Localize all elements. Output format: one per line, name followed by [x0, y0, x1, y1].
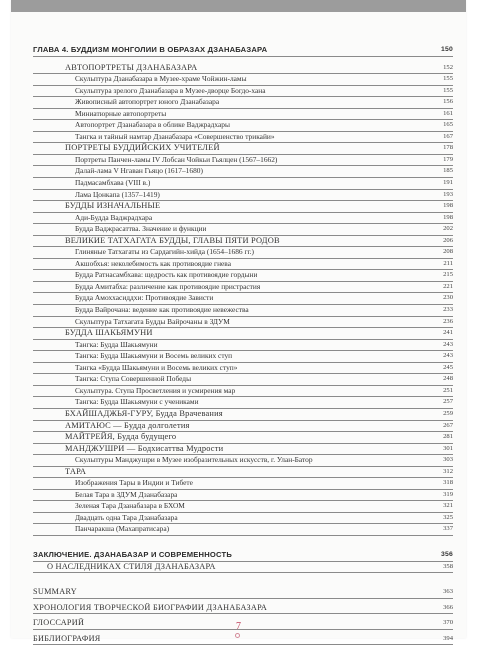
toc-section-entry[interactable]	[33, 444, 453, 456]
toc-entry-page: 198	[443, 213, 453, 221]
toc-entry-title: Изображения Тары в Индии и Тибете	[75, 478, 193, 488]
toc-entry-page: 321	[443, 502, 453, 510]
toc-entry-page: 301	[443, 444, 453, 452]
toc-entry-title: Скульптура. Ступа Просветления и усмирения мар	[75, 385, 236, 395]
toc-entry-title: Автопортрет Дзанабазара в облике Ваджрадхары	[75, 120, 230, 130]
book-page	[11, 0, 466, 643]
toc-entry-title: Будда Ваджрасаттва. Значение и функции	[75, 224, 207, 234]
toc-entry-page: 202	[443, 225, 453, 233]
toc-entry-title: Ади-Будда Ваджрадхара	[75, 212, 153, 222]
toc-subentry[interactable]	[33, 224, 453, 236]
toc-entry-page: 191	[443, 179, 453, 187]
toc-subentry[interactable]	[33, 386, 453, 398]
toc-subentry[interactable]	[33, 282, 453, 294]
toc-subentry[interactable]	[33, 97, 453, 109]
toc-subentry[interactable]	[33, 340, 453, 352]
toc-section-entry[interactable]	[33, 421, 453, 433]
toc-entry-page: 319	[443, 490, 453, 498]
toc-entry-page: 178	[443, 144, 453, 152]
toc-entry-page: 318	[443, 479, 453, 487]
toc-entry-title: SUMMARY	[33, 587, 77, 597]
toc-subentry[interactable]	[33, 120, 453, 132]
chapter-heading[interactable]	[33, 45, 453, 57]
toc-entry-page: 152	[443, 63, 453, 71]
toc-entry-page: 243	[443, 340, 453, 348]
toc-entry-page: 193	[443, 190, 453, 198]
toc-subentry[interactable]	[33, 86, 453, 98]
toc-section-entry[interactable]	[33, 201, 453, 213]
toc-entry-title: Будда Вайрочана: ведение как противоядие невежества	[75, 305, 249, 315]
toc-entry-title: Падмасамбхава (VIII в.)	[75, 178, 151, 188]
toc-entry-title: Глиняные Татхагаты из Сардагийн-хийда (1654–1686 гг.)	[75, 247, 254, 257]
toc-subentry[interactable]	[33, 397, 453, 409]
toc-entry-page: 155	[443, 86, 453, 94]
toc-entry-page: 156	[443, 98, 453, 106]
toc-entry-title: МАНДЖУШРИ — Бодхисаттва Мудрости	[65, 443, 224, 453]
toc-entry-title: Тангка: Будда Шакьямуни	[75, 339, 158, 349]
toc-entry-page: 366	[443, 603, 453, 611]
toc-entry-page: 245	[443, 363, 453, 371]
toc-entry-page: 221	[443, 282, 453, 290]
toc-entry-page: 325	[443, 513, 453, 521]
toc-entry-page: 161	[443, 109, 453, 117]
conclusion-page: 356	[441, 550, 453, 558]
toc-subentry[interactable]	[33, 351, 453, 363]
toc-entry-title: ХРОНОЛОГИЯ ТВОРЧЕСКОЙ БИОГРАФИИ ДЗАНАБАЗАРА	[33, 602, 268, 612]
conclusion-sub-title: О НАСЛЕДНИКАХ СТИЛЯ ДЗАНАБАЗАРА	[47, 561, 216, 571]
conclusion-subentry[interactable]	[33, 562, 453, 574]
toc-entry-title: БУДДА ШАКЬЯМУНИ	[65, 328, 153, 338]
toc-subentry[interactable]	[33, 317, 453, 329]
toc-subentry[interactable]	[33, 478, 453, 490]
toc-entry-title: БХАЙШАДЖЬЯ-ГУРУ, Будда Врачевания	[65, 408, 223, 418]
toc-entry-title: Тангка «Будда Шакьямуни и Восемь великих ступ»	[75, 362, 238, 372]
toc-entry-title: Тангка: Ступа Совершенной Победы	[75, 374, 192, 384]
toc-subentry[interactable]	[33, 363, 453, 375]
toc-entry-title: Скульптуры Манджушри в Музее изобразительных искусств, г. Улан-Батор	[75, 455, 313, 465]
toc-subentry[interactable]	[33, 455, 453, 467]
toc-entry-page: 155	[443, 75, 453, 83]
conclusion-heading[interactable]	[33, 550, 453, 562]
toc-entry-page: 257	[443, 398, 453, 406]
toc-subentry[interactable]	[33, 524, 453, 536]
toc-section-entry[interactable]	[33, 236, 453, 248]
toc-entry-page: 248	[443, 375, 453, 383]
toc-entry-title: ПОРТРЕТЫ БУДДИЙСКИХ УЧИТЕЛЕЙ	[65, 143, 220, 153]
toc-section-entry[interactable]	[33, 467, 453, 479]
toc-entry-title: Скульптура Татхагата Будды Вайрочаны в ЗДУМ	[75, 316, 230, 326]
toc-back-matter-entry[interactable]	[33, 634, 453, 646]
toc-entry-title: БУДДЫ ИЗНАЧАЛЬНЫЕ	[65, 201, 161, 211]
back-matter	[33, 587, 453, 645]
toc-entry-page: 312	[443, 467, 453, 475]
toc-entry-title: АМИТАЮС — Будда долголетия	[65, 420, 190, 430]
toc-entry-title: ГЛОССАРИЙ	[33, 618, 85, 628]
toc-entry-title: Скульптура зрелого Дзанабазара в Музее-дворце Богдо-хана	[75, 85, 266, 95]
toc-entry-page: 167	[443, 132, 453, 140]
table-of-contents	[33, 45, 453, 645]
toc-entry-title: Акшобхья: неколебимость как противоядие гнева	[75, 258, 231, 268]
toc-entry-page: 303	[443, 456, 453, 464]
toc-entry-title: Портреты Панчен-ламы IV Лобсан Чойкьи Гьялцен (1567–1662)	[75, 154, 278, 164]
chapter-title: ГЛАВА 4. БУДДИЗМ МОНГОЛИИ В ОБРАЗАХ ДЗАНАБАЗАРА	[33, 45, 268, 54]
toc-section-entry[interactable]	[33, 432, 453, 444]
toc-entry-page: 394	[443, 634, 453, 642]
toc-subentry[interactable]	[33, 247, 453, 259]
toc-entry-title: Панчаракша (Махапратисара)	[75, 524, 170, 534]
toc-entry-page: 179	[443, 155, 453, 163]
toc-section-entry[interactable]	[33, 143, 453, 155]
toc-subentry[interactable]	[33, 109, 453, 121]
toc-entry-title: Живописный автопортрет юного Дзанабазара	[75, 97, 220, 107]
toc-entry-title: БИБЛИОГРАФИЯ	[33, 633, 101, 643]
toc-entry-title: ВЕЛИКИЕ ТАТХАГАТА БУДДЫ, ГЛАВЫ ПЯТИ РОДОВ	[65, 235, 280, 245]
toc-subentry[interactable]	[33, 501, 453, 513]
toc-entry-title: АВТОПОРТРЕТЫ ДЗАНАБАЗАРА	[65, 62, 198, 72]
toc-entry-title: Будда Ратнасамбхава: щедрость как противоядие гордыни	[75, 270, 258, 280]
toc-entry-page: 251	[443, 386, 453, 394]
toc-entry-title: Лама Цонкапа (1357–1419)	[75, 189, 160, 199]
toc-entry-title: МАЙТРЕЙЯ, Будда будущего	[65, 432, 177, 442]
toc-entry-page: 370	[443, 619, 453, 627]
toc-entry-page: 198	[443, 202, 453, 210]
toc-entry-title: Будда Амитабха: различение как противоядие пристрастия	[75, 281, 261, 291]
ornament-icon	[235, 633, 240, 638]
toc-entry-title: Далай-лама V Нгаван Гьяцо (1617–1680)	[75, 166, 203, 176]
toc-section-entry[interactable]	[33, 328, 453, 340]
chapter-page: 150	[441, 46, 453, 53]
toc-subentry[interactable]	[33, 490, 453, 502]
toc-entry-page: 211	[443, 259, 453, 267]
toc-entry-page: 215	[443, 271, 453, 279]
toc-back-matter-entry[interactable]	[33, 603, 453, 615]
toc-entry-page: 185	[443, 167, 453, 175]
toc-subentry[interactable]	[33, 513, 453, 525]
toc-back-matter-entry[interactable]	[33, 587, 453, 599]
toc-section-entry[interactable]	[33, 63, 453, 75]
toc-subentry[interactable]	[33, 166, 453, 178]
toc-entry-page: 206	[443, 236, 453, 244]
toc-entry-page: 241	[443, 329, 453, 337]
toc-entry-page: 281	[443, 433, 453, 441]
toc-entry-title: Миниатюрные автопортреты	[75, 108, 167, 118]
toc-entry-title: Зеленая Тара Дзанабазара в БХОМ	[75, 501, 185, 511]
toc-subentry[interactable]	[33, 270, 453, 282]
toc-entry-page: 230	[443, 294, 453, 302]
toc-entry-page: 267	[443, 421, 453, 429]
toc-entry-title: Тангка: Будда Шакьямуни и Восемь великих ступ	[75, 351, 233, 361]
toc-subentry[interactable]	[33, 74, 453, 86]
toc-entry-title: Тангка: Будда Шакьямуни с учениками	[75, 397, 199, 407]
toc-subentry[interactable]	[33, 213, 453, 225]
toc-entry-title: Будда Амоххасиддхи: Противоядие Зависти	[75, 293, 214, 303]
toc-section-entry[interactable]	[33, 409, 453, 421]
toc-entry-title: Скульптура Дзанабазара в Музее-храме Чойжин-ламы	[75, 74, 247, 84]
toc-entry-page: 363	[443, 588, 453, 596]
page-number: 7	[236, 621, 241, 632]
toc-subentry[interactable]	[33, 190, 453, 202]
toc-entry-page: 236	[443, 317, 453, 325]
conclusion-title: ЗАКЛЮЧЕНИЕ. ДЗАНАБАЗАР И СОВРЕМЕННОСТЬ	[33, 549, 232, 559]
toc-entry-title: Тангка и тайный намтар Дзанабазара «Совершенство трикайи»	[75, 131, 275, 141]
toc-entry-page: 337	[443, 525, 453, 533]
toc-subentry[interactable]	[33, 132, 453, 144]
toc-entry-page: 259	[443, 409, 453, 417]
toc-subentry[interactable]	[33, 305, 453, 317]
toc-subentry[interactable]	[33, 374, 453, 386]
toc-entry-page: 233	[443, 306, 453, 314]
toc-subentry[interactable]	[33, 293, 453, 305]
conclusion-sub-page: 358	[443, 562, 453, 570]
toc-entry-page: 243	[443, 352, 453, 360]
toc-entry-page: 208	[443, 248, 453, 256]
toc-subentry[interactable]	[33, 155, 453, 167]
toc-entry-title: ТАРА	[65, 466, 87, 476]
toc-subentry[interactable]	[33, 259, 453, 271]
toc-subentry[interactable]	[33, 178, 453, 190]
toc-entry-title: Белая Тара в ЗДУМ Дзанабазара	[75, 489, 178, 499]
page-top-bar	[11, 0, 466, 12]
toc-entry-title: Двадцать одна Тара Дзанабазара	[75, 512, 178, 522]
toc-entry-page: 165	[443, 121, 453, 129]
toc-entries	[33, 63, 453, 536]
